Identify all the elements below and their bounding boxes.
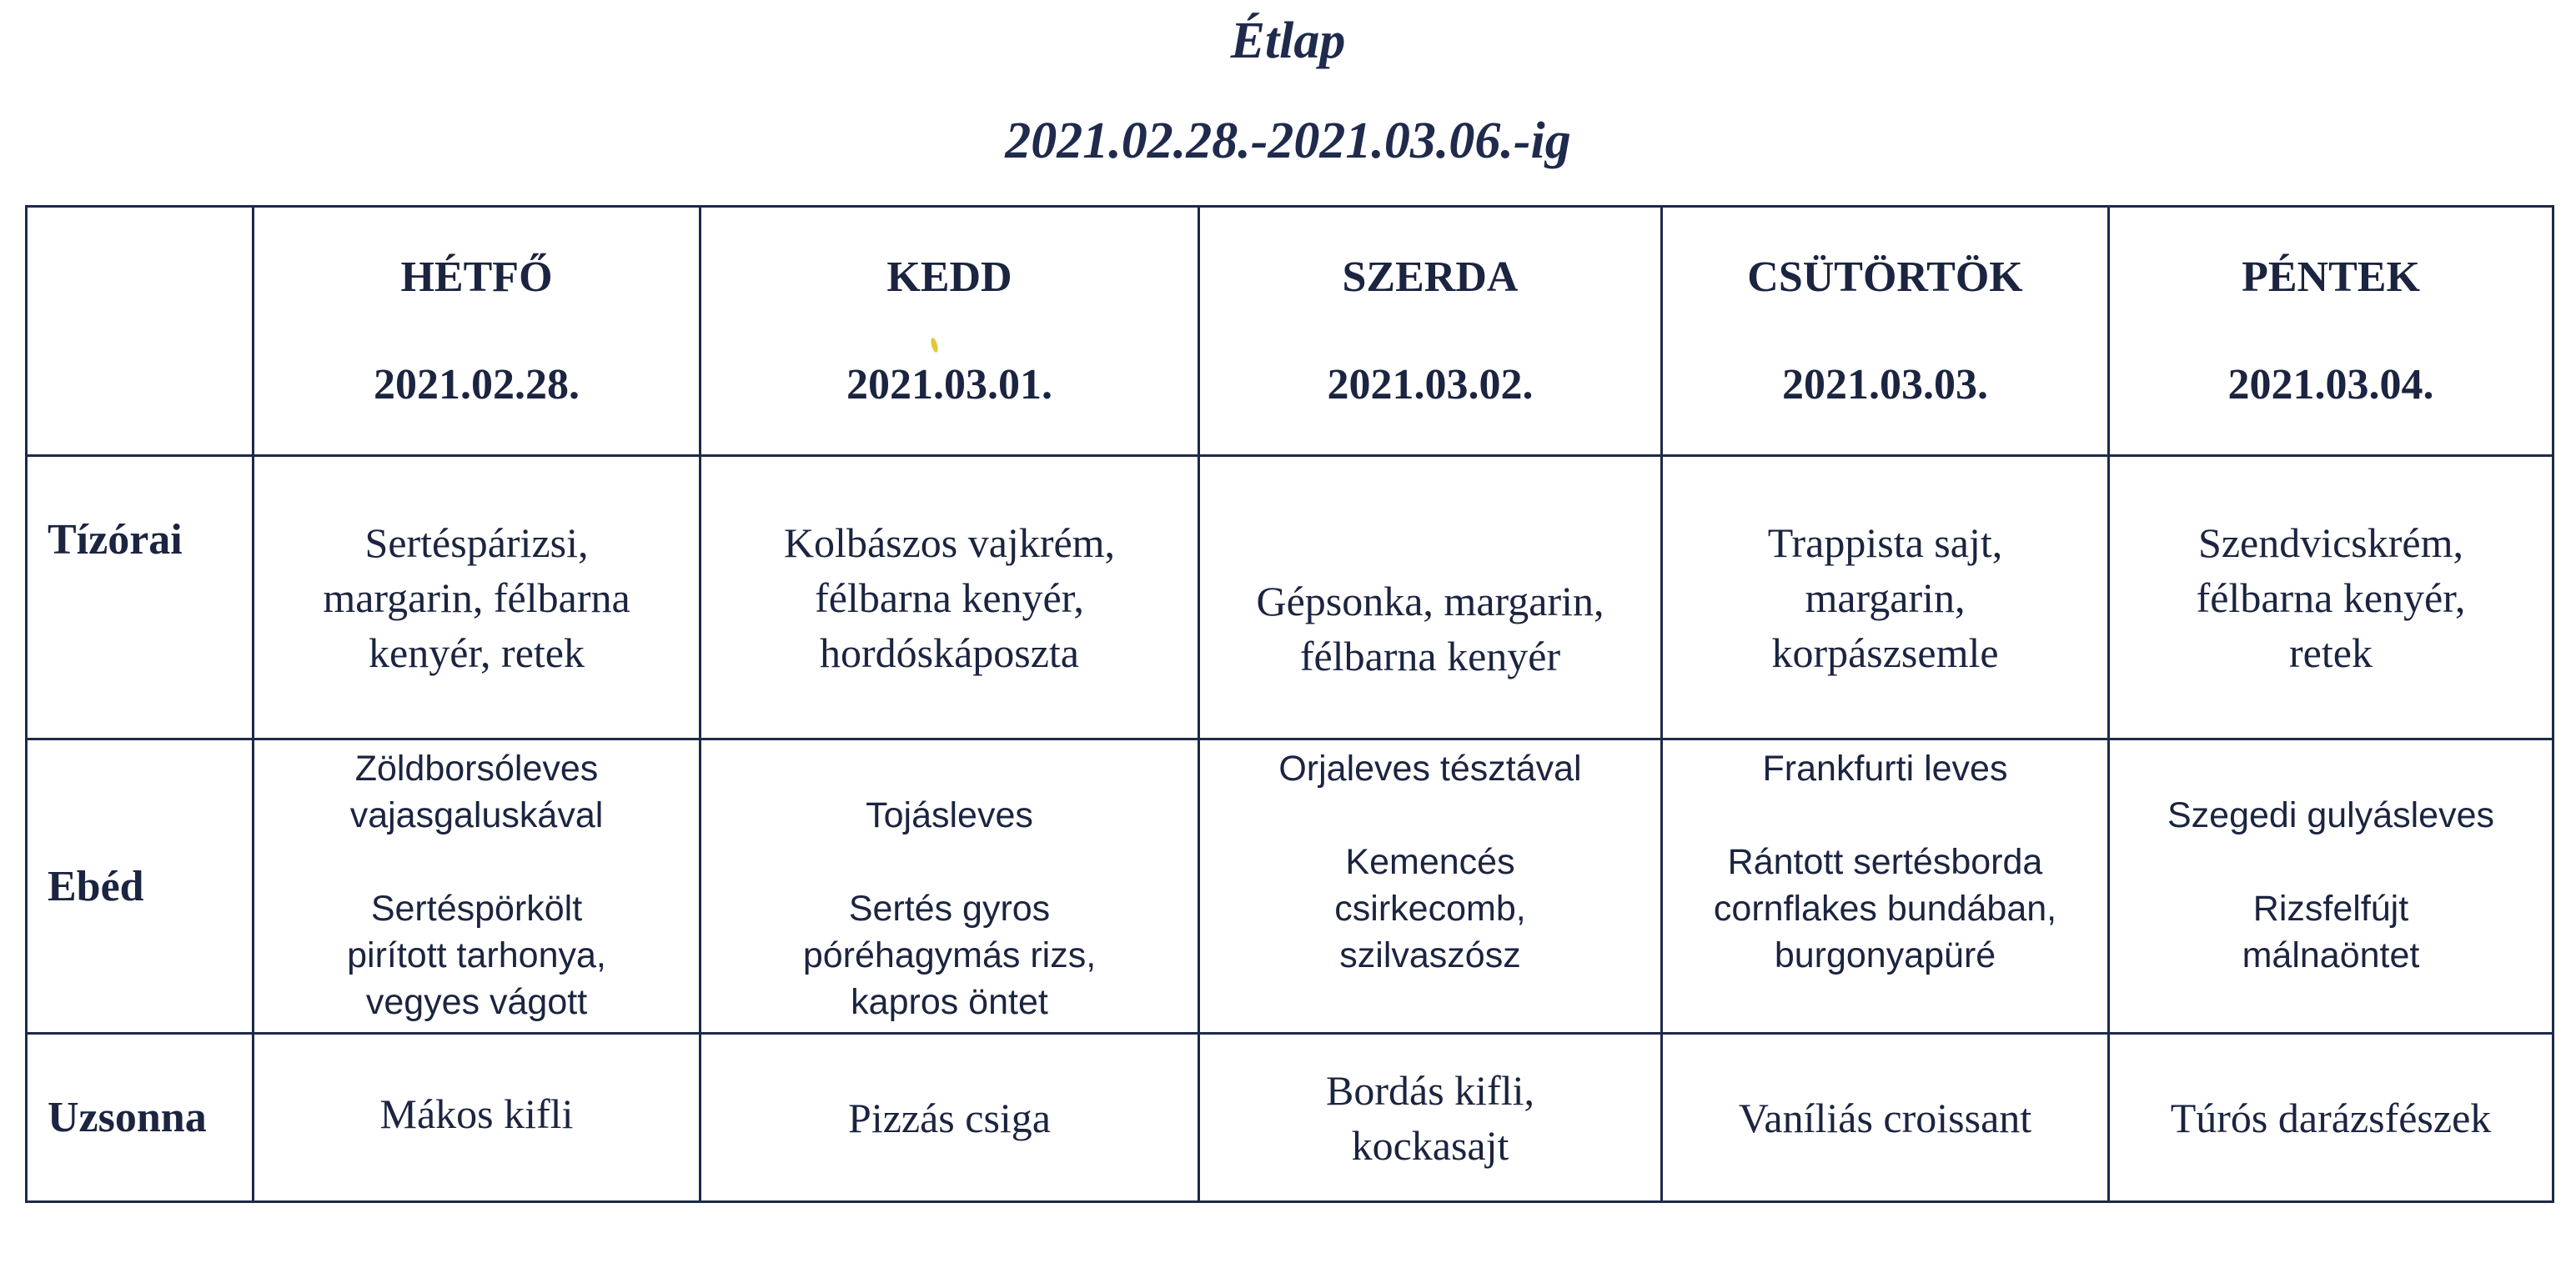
meal-cell (254, 739, 700, 1034)
row-label-lunch: Ebéd (27, 739, 254, 1034)
soup-line: vajasgaluskával (349, 795, 604, 835)
meal-cell (254, 1034, 700, 1202)
meal-line: Pizzás csiga (848, 1094, 1051, 1141)
meal-cell (1662, 456, 2109, 739)
day-name: KEDD (886, 253, 1012, 301)
meal-cell (700, 1034, 1199, 1202)
main-course-line: málnaöntet (2242, 935, 2420, 975)
day-header-thursday (1662, 207, 2109, 456)
meal-line: Vaníliás croissant (1738, 1094, 2032, 1141)
main-course-line: Kemencés (1345, 842, 1515, 882)
soup-line: Zöldborsóleves (354, 749, 599, 789)
meal-line: margarin, (1805, 574, 1966, 621)
meal-line: kockasajt (1351, 1121, 1509, 1169)
meal-line: Trappista sajt, (1767, 519, 2003, 566)
day-date: 2021.03.02. (1327, 361, 1534, 408)
meal-line: margarin, félbarna (323, 574, 630, 621)
meal-cell (700, 739, 1199, 1034)
soup-line: Frankfurti leves (1762, 749, 2008, 789)
meal-line: kenyér, retek (369, 629, 585, 676)
row-label-breakfast: Tízórai (27, 456, 254, 739)
main-course-line: szilvaszósz (1339, 935, 1521, 975)
date-range-subtitle: 2021.02.28.-2021.03.06.-ig (1005, 113, 1571, 169)
soup-line: Tojásleves (866, 795, 1033, 835)
meal-line: Gépsonka, margarin, (1256, 578, 1604, 624)
meal-cell (1199, 1034, 1662, 1202)
main-course-line: kapros öntet (851, 982, 1048, 1022)
meal-cell (2109, 456, 2553, 739)
meal-cell (1199, 739, 1662, 1034)
day-header-tuesday (700, 207, 1199, 456)
day-header-monday (254, 207, 700, 456)
main-course-line: Rántott sertésborda (1727, 842, 2043, 882)
header-row (27, 207, 2553, 456)
meal-cell (254, 456, 700, 739)
meal-cell (2109, 739, 2553, 1034)
meal-line: Bordás kifli, (1326, 1066, 1534, 1114)
row-lunch (27, 739, 2553, 1034)
main-course-line: burgonyapüré (1774, 935, 1996, 975)
soup-line: Orjaleves tésztával (1278, 749, 1582, 789)
day-name: HÉTFŐ (400, 253, 553, 301)
main-course-line: póréhagymás rizs, (802, 935, 1097, 975)
meal-cell (2109, 1034, 2553, 1202)
meal-cell (1199, 456, 1662, 739)
meal-line: Túrós darázsfészek (2170, 1094, 2492, 1141)
main-course-line: csirkecomb, (1334, 889, 1526, 929)
day-header-wednesday (1199, 207, 1662, 456)
meal-cell (1662, 1034, 2109, 1202)
day-name: CSÜTÖRTÖK (1747, 253, 2023, 301)
corner-cell (27, 207, 254, 456)
document-title: Étlap (1230, 13, 1346, 69)
meal-line: Kolbászos vajkrém, (783, 519, 1116, 566)
main-course-line: Rizsfelfújt (2252, 889, 2409, 929)
day-header-friday (2109, 207, 2553, 456)
meal-line: Sertéspárizsi, (364, 519, 589, 566)
main-course-line: cornflakes bundában, (1713, 889, 2057, 929)
meal-line: Mákos kifli (379, 1090, 574, 1137)
day-name: SZERDA (1342, 253, 1519, 301)
meal-line: félbarna kenyér (1299, 633, 1561, 679)
meal-line: félbarna kenyér, (815, 574, 1084, 621)
main-course-line: pirított tarhonya, (347, 935, 606, 975)
main-course-line: vegyes vágott (365, 982, 588, 1022)
meal-cell (1662, 739, 2109, 1034)
day-date: 2021.03.01. (846, 361, 1052, 408)
main-course-line: Sertés gyros (848, 889, 1051, 929)
day-name: PÉNTEK (2242, 253, 2420, 301)
day-date: 2021.02.28. (374, 361, 580, 408)
meal-line: félbarna kenyér, (2196, 574, 2466, 621)
day-date: 2021.03.03. (1782, 361, 1988, 408)
main-course-line: Sertéspörkölt (370, 889, 583, 929)
meal-line: retek (2289, 629, 2373, 676)
meal-line: korpászsemle (1771, 629, 1999, 676)
meal-line: Szendvicskrém, (2198, 519, 2463, 566)
weekly-menu-table (25, 205, 2554, 1203)
soup-line: Szegedi gulyásleves (2167, 795, 2495, 835)
day-date: 2021.03.04. (2227, 361, 2434, 408)
meal-line: hordóskáposzta (819, 629, 1080, 676)
row-label-snack: Uzsonna (27, 1034, 254, 1202)
meal-cell (700, 456, 1199, 739)
row-snack (27, 1034, 2553, 1202)
row-breakfast (27, 456, 2553, 739)
